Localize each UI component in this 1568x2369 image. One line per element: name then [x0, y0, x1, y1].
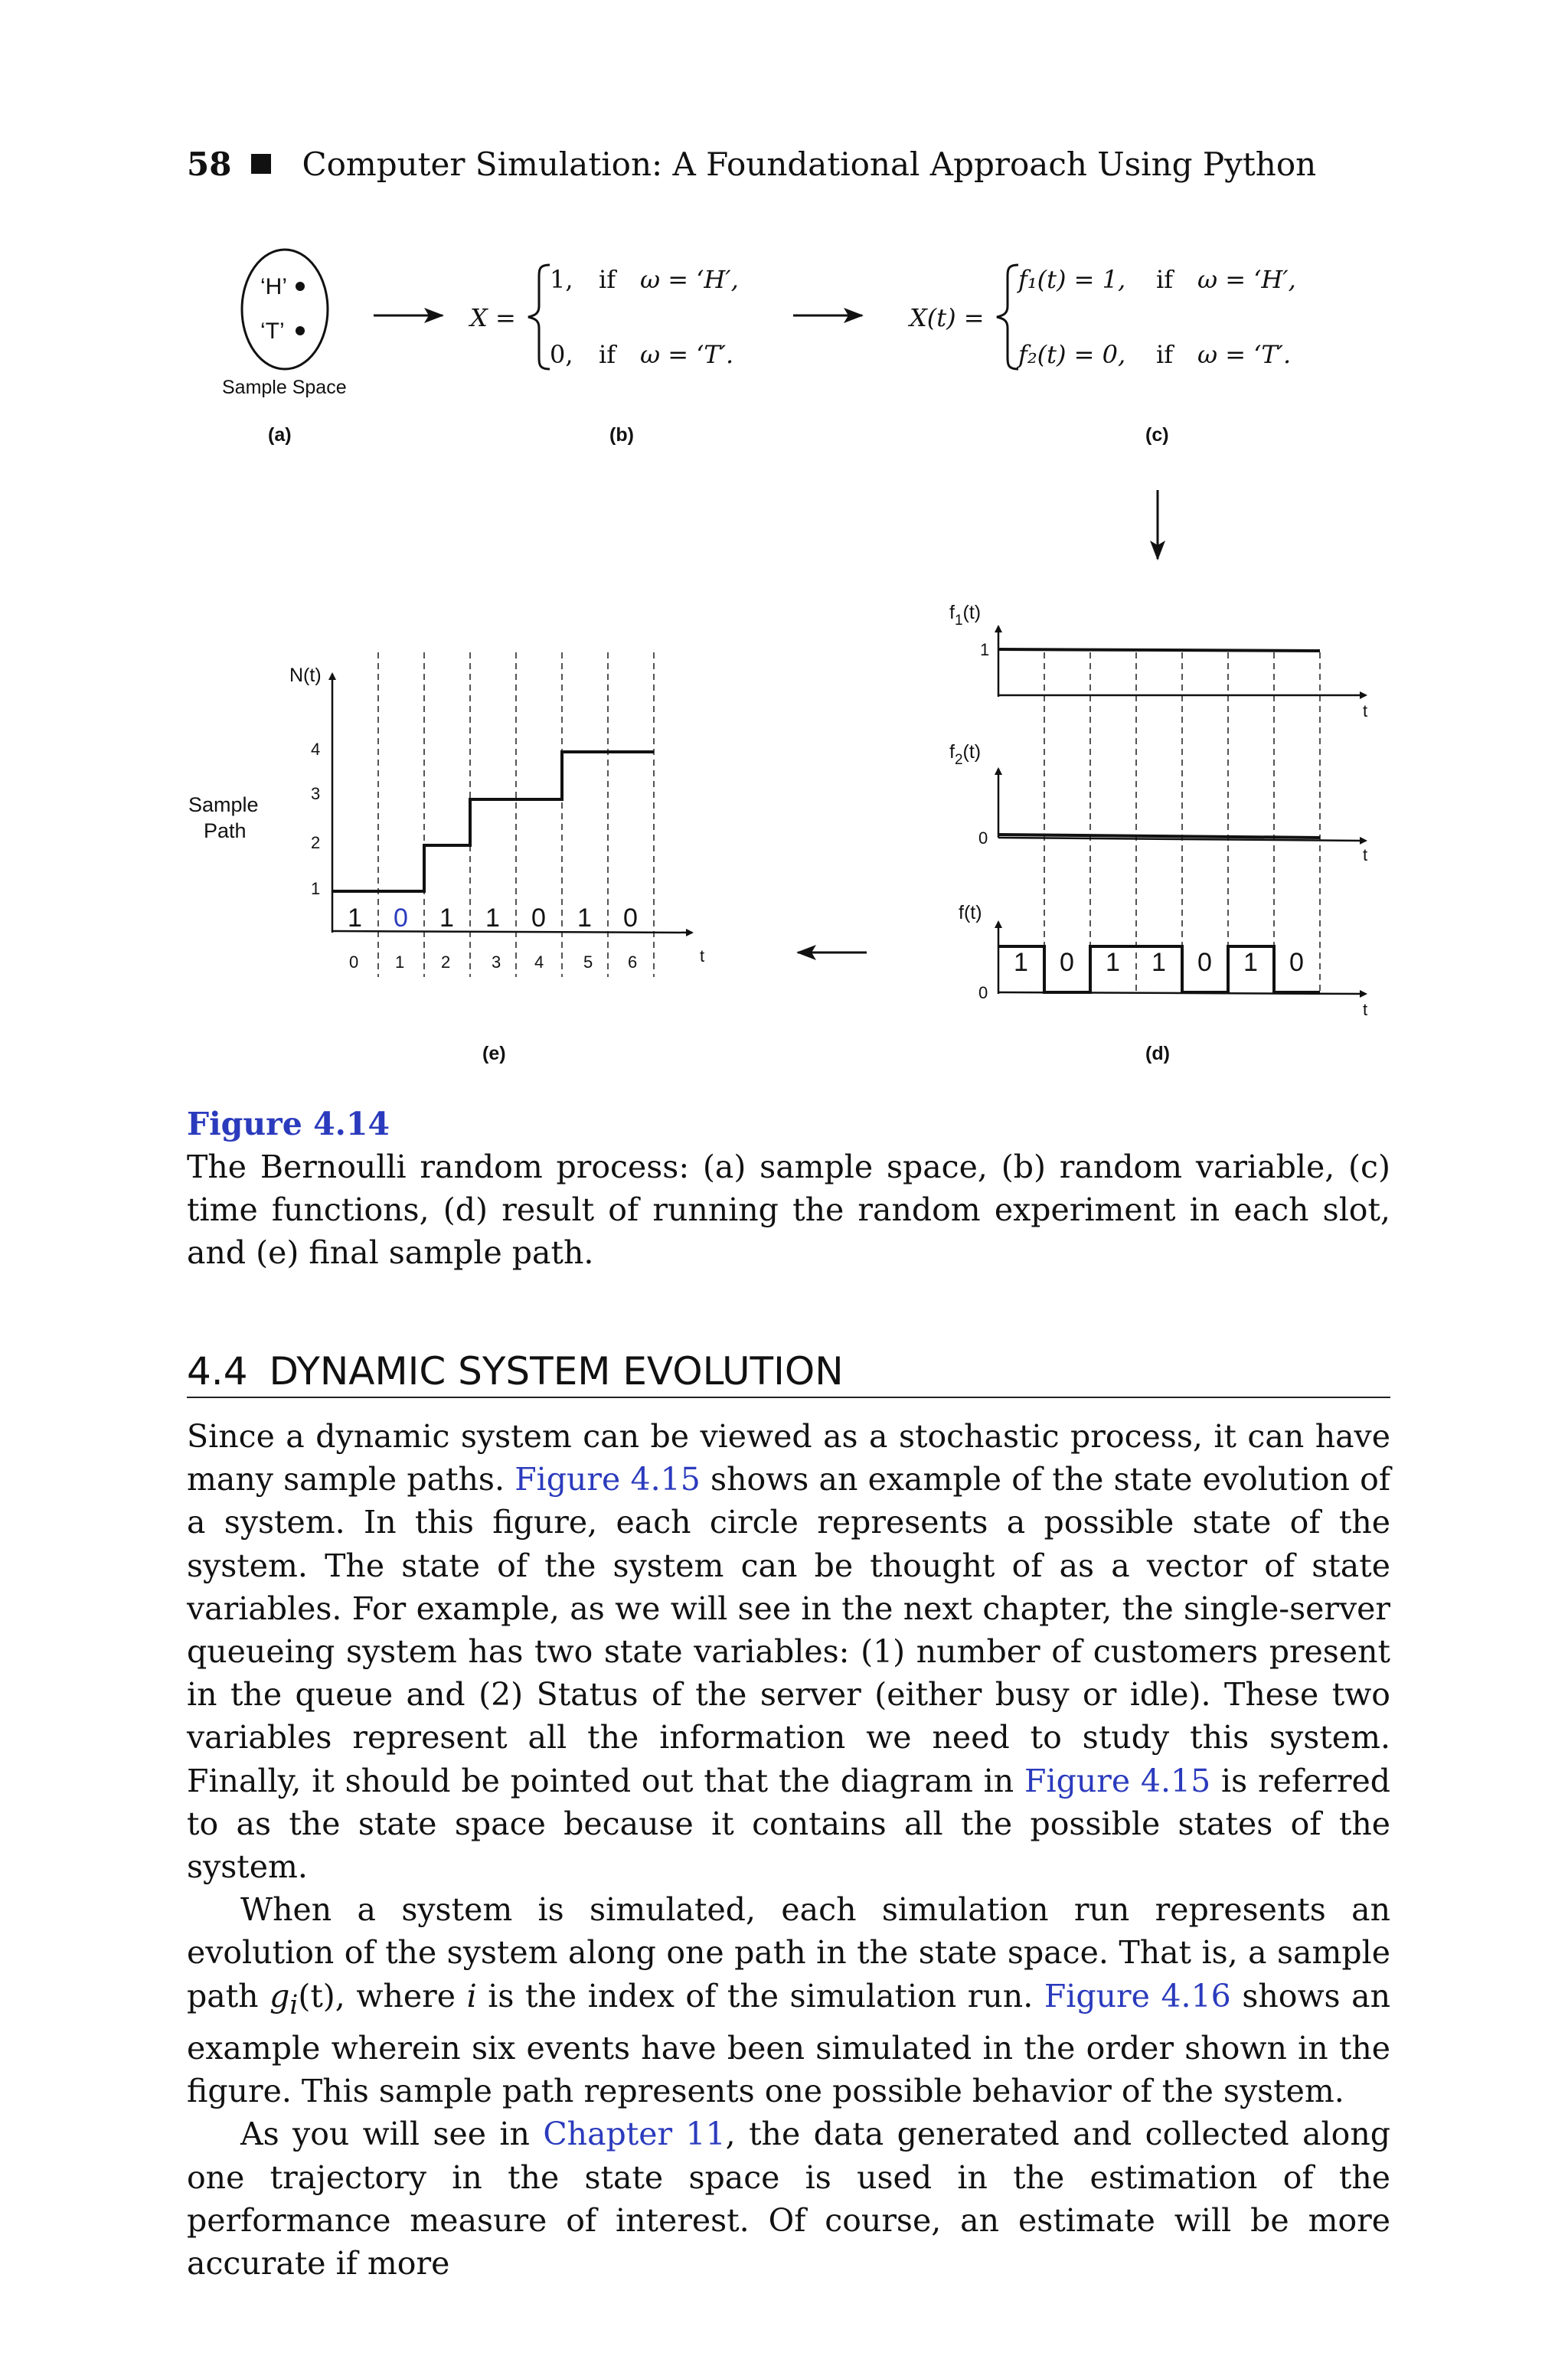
panel-c-case1-if: if	[1156, 265, 1174, 294]
paragraph-3: As you will see in Chapter 11, the data generated and collected along one trajectory in the state space is used in the estimation of the performance measure of interest. Of course, an estimate will be more accurate if more	[187, 2116, 1390, 2282]
panel-b-lhs: X =	[470, 303, 516, 332]
e-x-tick-2: 2	[441, 953, 451, 972]
d-bit-6: 0	[1289, 948, 1304, 977]
outcome-h: ‘H’	[260, 274, 287, 299]
panel-e-slot-lines	[378, 652, 654, 977]
panel-e-tag: (e)	[482, 1043, 506, 1064]
f1-signal	[998, 649, 1320, 651]
sample-path-staircase	[332, 752, 654, 891]
e-x-tick-3: 3	[492, 953, 501, 972]
paragraph-2: When a system is simulated, each simulation run represents an evolution of the system along one path in the state space. That is, a sample path $g_i(t)$, where i is the index of the simulation run. Figure 4.16 shows an example wherein six events have been simulated in the order shown in the figure. This sample path represents one possible behavior of the system.	[187, 1891, 1390, 2110]
link-figure-4-15[interactable]: Figure 4.15	[1024, 1762, 1211, 1799]
panel-a	[222, 250, 347, 446]
body-text	[187, 1415, 1390, 2285]
outcome-t: ‘T’	[260, 319, 285, 344]
panel-b-case2-if: if	[599, 340, 616, 369]
paragraph-1: Since a dynamic system can be viewed as a stochastic process, it can have many sample paths. Figure 4.15 shows an example of the state evolution of a system. In this figure, each circle represents a possible state of the system. The state of the system can be thought of as a vector of state variables. For example, as we will see in the next chapter, the single-server queueing system has two state variables: (1) number of customers present in the queue and (2) Status of the server (either busy or idle). These two variables represent all the information we need to study this system. Finally, it should be pointed out that the diagram in Figure 4.15 is referred to as the state space because it contains all the possible states of the system.	[187, 1418, 1391, 1886]
panel-b-case1-val: 1,	[550, 265, 573, 294]
panel-d-bits	[1014, 948, 1304, 977]
d-bit-1: 0	[1060, 948, 1074, 977]
sample-path-label-2: Path	[204, 819, 247, 842]
f-tick-0: 0	[978, 983, 988, 1002]
e-bits	[348, 903, 638, 933]
sample-path-label-1: Sample	[188, 793, 259, 816]
e-y-ticks	[311, 740, 320, 898]
panel-c-case1-val: f₁(t) = 1,	[1018, 265, 1126, 294]
e-x-tick-6: 6	[628, 953, 638, 972]
panel-a-tag: (a)	[268, 424, 292, 446]
figure-label: Figure 4.14	[187, 1106, 390, 1142]
section-number: 4.4	[187, 1349, 248, 1394]
e-bit-2: 1	[439, 903, 454, 933]
panel-b-case2-eq: ω = ‘T′.	[640, 340, 734, 369]
math-i: i	[466, 1977, 477, 2014]
panel-b-case2-val: 0,	[550, 340, 573, 369]
panel-e	[188, 652, 704, 1064]
page-number: 58	[187, 145, 232, 183]
section-title: DYNAMIC SYSTEM EVOLUTION	[269, 1349, 844, 1394]
e-y-tick-2: 2	[311, 833, 321, 852]
f2-t-label: t	[1363, 845, 1368, 864]
panel-c-tag: (c)	[1145, 424, 1169, 446]
link-figure-4-16[interactable]: Figure 4.16	[1044, 1977, 1231, 2014]
sample-space-ellipse	[242, 250, 328, 369]
e-x-ticks	[349, 953, 637, 972]
e-x-tick-1: 1	[395, 953, 405, 972]
panel-d-slot-lines	[1044, 652, 1320, 994]
panel-b	[468, 265, 739, 369]
section-heading	[187, 1349, 1390, 1398]
d-bit-3: 1	[1152, 948, 1166, 977]
math-g-arg: (t)	[298, 1977, 335, 2014]
f2-axis-label: $f_2(t)$	[949, 741, 982, 768]
panel-c-case2-val: f₂(t) = 0,	[1018, 340, 1126, 369]
e-x-tick-4: 4	[534, 953, 544, 972]
panel-b-case1-eq: ω = ‘H′,	[640, 265, 739, 294]
math-g: g	[270, 1977, 290, 2014]
panel-c-case1-eq: ω = ‘H′,	[1197, 265, 1296, 294]
e-bit-4: 0	[531, 903, 546, 933]
figure-caption	[187, 1103, 1390, 1274]
e-bit-1: 0	[394, 903, 408, 933]
outcome-t-dot	[296, 326, 305, 335]
f1-tick-1: 1	[980, 640, 990, 659]
e-y-axis-label: N(t)	[289, 665, 322, 686]
book-title: Computer Simulation: A Foundational Approach Using Python	[302, 145, 1317, 183]
panel-c-brace	[997, 265, 1018, 369]
panel-c-lhs: X(t) =	[910, 303, 985, 332]
panel-c-case2-eq: ω = ‘T′.	[1197, 340, 1292, 369]
outcome-h-dot	[296, 282, 305, 291]
d-bit-2: 1	[1106, 948, 1120, 977]
f1-t-label: t	[1363, 701, 1368, 721]
f2-tick-0: 0	[978, 828, 988, 848]
e-y-tick-1: 1	[311, 879, 321, 898]
e-bit-3: 1	[485, 903, 500, 933]
f-t-label: t	[1363, 1000, 1368, 1019]
link-chapter-11[interactable]: Chapter 11	[543, 2116, 726, 2153]
figure-4-14	[0, 0, 1568, 1087]
panel-b-brace	[528, 265, 550, 369]
d-bit-4: 0	[1197, 948, 1212, 977]
panel-c	[907, 265, 1296, 369]
e-bit-6: 0	[623, 903, 638, 933]
e-y-tick-4: 4	[311, 740, 321, 759]
panel-d	[949, 602, 1367, 1064]
d-bit-0: 1	[1014, 948, 1028, 977]
e-bit-5: 1	[577, 903, 592, 933]
panel-c-case2-if: if	[1156, 340, 1174, 369]
f-axis-label: f(t)	[959, 902, 982, 923]
e-y-tick-3: 3	[311, 784, 321, 803]
f1-axis-label: $f_1(t)$	[949, 602, 982, 629]
e-x-axis-label: t	[700, 946, 705, 966]
e-x-axis	[332, 931, 692, 933]
math-g-subscript: i	[289, 1989, 299, 2021]
sample-space-label: Sample Space	[222, 377, 347, 398]
panel-b-case1-if: if	[599, 265, 616, 294]
link-figure-4-15[interactable]: Figure 4.15	[514, 1461, 701, 1498]
e-x-tick-0: 0	[349, 953, 359, 972]
panel-b-tag: (b)	[609, 424, 634, 446]
panel-d-tag: (d)	[1145, 1043, 1170, 1064]
e-x-tick-5: 5	[583, 953, 593, 972]
d-bit-5: 1	[1243, 948, 1258, 977]
e-bit-0: 1	[348, 903, 362, 933]
caption-text: The Bernoulli random process: (a) sample space, (b) random variable, (c) time functions, (d) result of running the random experiment in each slot, and (e) final sample path.	[187, 1149, 1390, 1271]
